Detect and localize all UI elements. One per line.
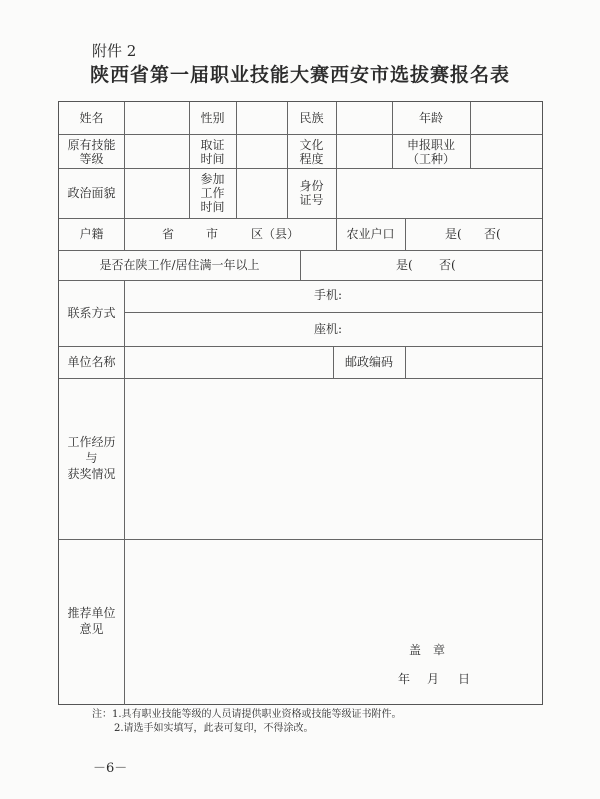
row-divider <box>59 346 542 347</box>
district-label: 区（县） <box>251 227 300 241</box>
cert-time-label: 取证 时间 <box>200 138 225 166</box>
page-number: －6－ <box>93 761 128 776</box>
row-divider <box>59 539 542 540</box>
employer-label: 单位名称 <box>67 355 116 369</box>
work-time-label: 参加 工作 时间 <box>200 172 225 214</box>
row-divider <box>59 168 542 169</box>
rural-hukou-label: 农业户口 <box>346 227 395 241</box>
experience-label: 工作经历 与 获奖情况 <box>67 435 116 481</box>
col-divider <box>470 102 471 168</box>
note-1: 注：1.具有职业技能等级的人员请提供职业资格或技能等级证书附件。 <box>92 709 402 720</box>
province-label: 省 <box>162 227 175 241</box>
residence-no-option[interactable]: 否( <box>439 258 456 272</box>
col-divider <box>405 218 406 250</box>
col-divider <box>236 102 237 218</box>
ethnicity-label: 民族 <box>299 111 324 125</box>
gender-label: 性别 <box>200 111 225 125</box>
hukou-label: 户籍 <box>79 227 104 241</box>
row-divider <box>59 378 542 379</box>
contact-split-line <box>124 312 542 313</box>
col-divider <box>300 250 301 280</box>
recommendation-label: 推荐单位 意见 <box>67 606 116 636</box>
name-label: 姓名 <box>79 111 104 125</box>
city-label: 市 <box>206 227 219 241</box>
age-label: 年龄 <box>418 111 443 125</box>
col-divider <box>124 102 125 250</box>
skill-level-label: 原有技能 等级 <box>67 138 116 166</box>
form-notes <box>92 708 402 736</box>
mobile-label: 手机: <box>314 288 343 302</box>
row-divider <box>59 280 542 281</box>
postcode-label: 邮政编码 <box>344 355 393 369</box>
education-label: 文化 程度 <box>299 138 324 166</box>
seal-label: 盖 章 <box>409 643 446 657</box>
col-divider <box>336 102 337 218</box>
col-divider <box>124 280 125 705</box>
id-number-label: 身份 证号 <box>299 179 324 207</box>
date-year-label: 年 <box>398 672 411 686</box>
residence-label: 是否在陕工作/居住满一年以上 <box>99 258 260 272</box>
political-label: 政治面貌 <box>67 186 116 200</box>
rural-no-option[interactable]: 否( <box>484 227 501 241</box>
form-title: 陕西省第一届职业技能大赛西安市选拔赛报名表 <box>89 64 510 86</box>
residence-yes-option[interactable]: 是( <box>396 258 413 272</box>
col-divider <box>405 346 406 378</box>
occupation-label: 申报职业 （工种） <box>406 138 455 166</box>
note-2: 2.请选手如实填写，此表可复印，不得涂改。 <box>114 723 314 734</box>
date-day-label: 日 <box>458 672 471 686</box>
contact-label: 联系方式 <box>67 306 116 320</box>
rural-yes-option[interactable]: 是( <box>445 227 462 241</box>
landline-label: 座机: <box>314 322 343 336</box>
date-month-label: 月 <box>427 672 440 686</box>
row-divider <box>59 218 542 219</box>
attachment-label: 附件 2 <box>92 42 137 60</box>
registration-form-table <box>58 101 543 705</box>
